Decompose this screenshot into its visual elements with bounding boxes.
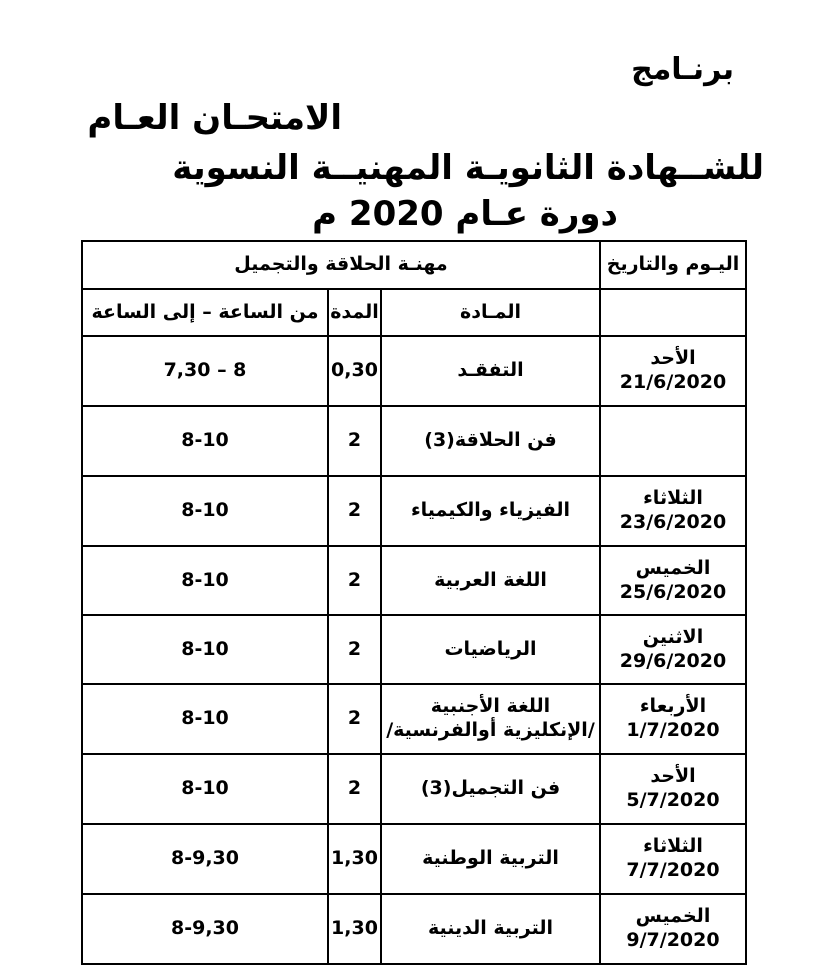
subject-line: التربية الوطنية — [422, 847, 559, 870]
subject-cell — [381, 615, 600, 684]
subject-cell — [381, 824, 600, 894]
duration-cell: 1,30 — [328, 894, 381, 964]
exam-title: الامتحـان العـام — [87, 98, 342, 138]
subject-cell — [381, 684, 600, 754]
subject-cell — [381, 476, 600, 546]
session-title: دورة عـام 2020 م — [312, 194, 618, 234]
day-date-cell — [600, 546, 746, 615]
time-cell: 7,30 – 8 — [82, 336, 328, 406]
subject-cell — [381, 894, 600, 964]
profession-header: مهنـة الحلاقة والتجميل — [82, 241, 600, 289]
exam-date: 5/7/2020 — [626, 789, 720, 811]
day-date-cell — [600, 406, 746, 476]
exam-date: 9/7/2020 — [626, 929, 720, 951]
time-cell: 8-10 — [82, 406, 328, 476]
subject-line: اللغة العربية — [434, 568, 547, 591]
duration-cell: 1,30 — [328, 824, 381, 894]
day-date-cell — [600, 894, 746, 964]
time-cell: 8-9,30 — [82, 894, 328, 964]
duration-cell: 2 — [328, 615, 381, 684]
subject-cell — [381, 406, 600, 476]
day-date-cell — [600, 615, 746, 684]
exam-date: 7/7/2020 — [626, 859, 720, 881]
duration-cell: 2 — [328, 754, 381, 824]
program-title: برنـامج — [631, 52, 734, 87]
duration-cell: 2 — [328, 684, 381, 754]
subject-line: اللغة الأجنبية — [430, 695, 551, 718]
exam-date: 23/6/2020 — [619, 511, 727, 533]
duration-cell: 2 — [328, 546, 381, 615]
subject-cell — [381, 754, 600, 824]
day-name: الخميس — [635, 556, 711, 579]
subject-cell — [381, 336, 600, 406]
table-row — [82, 546, 746, 615]
table-row — [82, 754, 746, 824]
subject-line: التفقـد — [457, 359, 524, 382]
exam-schedule-table — [81, 240, 747, 965]
day-name: الأحد — [650, 765, 696, 788]
day-name: الثلاثاء — [643, 835, 703, 858]
duration-cell: 2 — [328, 476, 381, 546]
table-row — [82, 476, 746, 546]
day-date-cell — [600, 336, 746, 406]
certificate-title: للشــهادة الثانويـة المهنيــة النسوية — [172, 148, 764, 188]
subject-cell — [381, 546, 600, 615]
day-date-cell — [600, 476, 746, 546]
subject-line: /الإنكليزية أوالفرنسية/ — [386, 719, 595, 741]
day-date-cell — [600, 754, 746, 824]
time-cell: 8-10 — [82, 476, 328, 546]
subject-line: الفيزياء والكيمياء — [410, 499, 571, 522]
table-row — [82, 684, 746, 754]
exam-date: 29/6/2020 — [619, 649, 727, 672]
day-name: الأحد — [650, 347, 696, 370]
day-date-header-blank — [600, 289, 746, 336]
time-cell: 8-9,30 — [82, 824, 328, 894]
day-name: الثلاثاء — [643, 487, 703, 510]
day-date-cell — [600, 824, 746, 894]
time-cell: 8-10 — [82, 615, 328, 684]
table-row — [82, 824, 746, 894]
duration-cell: 2 — [328, 406, 381, 476]
table-row — [82, 894, 746, 964]
time-header: من الساعة – إلى الساعة — [82, 289, 328, 336]
day-date-header: اليـوم والتاريخ — [600, 241, 746, 289]
subject-line: فن التجميل(3) — [420, 777, 561, 800]
subject-line: التربية الدينية — [427, 917, 554, 940]
duration-header: المدة — [328, 289, 381, 336]
table-row — [82, 336, 746, 406]
day-name: الخميس — [635, 905, 711, 928]
table-row — [82, 406, 746, 476]
exam-date: 1/7/2020 — [626, 719, 720, 741]
subject-line: الرياضيات — [444, 637, 537, 660]
subject-header: المـادة — [381, 289, 600, 336]
duration-cell: 0,30 — [328, 336, 381, 406]
exam-date: 25/6/2020 — [619, 580, 727, 603]
time-cell: 8-10 — [82, 684, 328, 754]
time-cell: 8-10 — [82, 754, 328, 824]
table-row — [82, 615, 746, 684]
day-name: الأربعاء — [639, 695, 707, 718]
subject-line: فن الحلاقة(3) — [424, 429, 557, 452]
day-date-cell — [600, 684, 746, 754]
exam-date: 21/6/2020 — [619, 371, 727, 393]
time-cell: 8-10 — [82, 546, 328, 615]
day-name: الاثنين — [642, 625, 704, 648]
